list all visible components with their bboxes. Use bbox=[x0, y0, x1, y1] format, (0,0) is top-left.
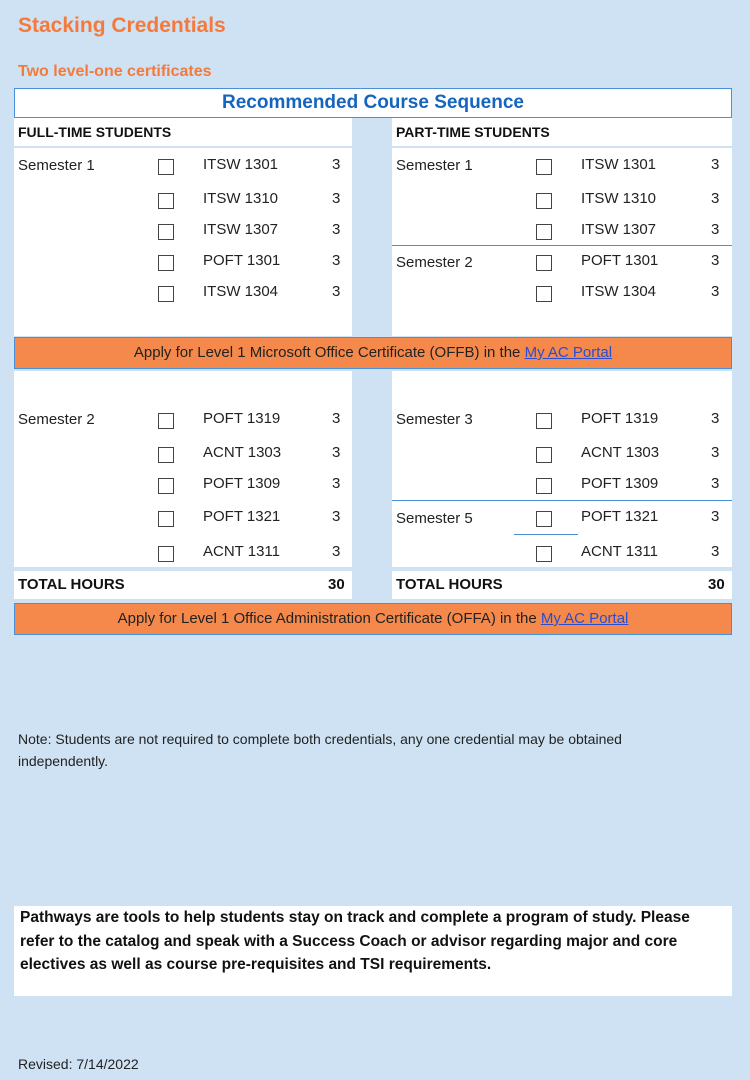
part-time-block-1 bbox=[392, 148, 732, 336]
course-hours: 3 bbox=[711, 543, 720, 560]
course-checkbox[interactable] bbox=[536, 286, 552, 302]
my-ac-portal-link[interactable]: My AC Portal bbox=[524, 344, 613, 361]
course-hours: 3 bbox=[332, 475, 341, 492]
course-hours: 3 bbox=[332, 444, 341, 461]
course-checkbox[interactable] bbox=[536, 193, 552, 209]
course-row bbox=[158, 444, 348, 466]
course-row bbox=[158, 283, 348, 305]
course-hours: 3 bbox=[332, 543, 341, 560]
course-hours: 3 bbox=[332, 190, 341, 207]
full-time-block-1 bbox=[14, 148, 352, 336]
course-hours: 3 bbox=[711, 190, 720, 207]
course-row bbox=[158, 221, 348, 243]
course-checkbox[interactable] bbox=[536, 159, 552, 175]
course-code: ITSW 1307 bbox=[581, 221, 657, 238]
course-code: ACNT 1303 bbox=[581, 444, 660, 461]
course-row bbox=[536, 444, 730, 466]
course-hours: 3 bbox=[332, 252, 341, 269]
course-row bbox=[158, 190, 348, 212]
course-checkbox[interactable] bbox=[158, 255, 174, 271]
part-time-block-2 bbox=[392, 371, 732, 567]
semester-label: Semester 2 bbox=[18, 411, 95, 428]
course-row bbox=[536, 543, 730, 565]
course-code: POFT 1321 bbox=[203, 508, 281, 525]
course-checkbox[interactable] bbox=[158, 447, 174, 463]
certificate-banner-offb bbox=[14, 337, 732, 369]
course-code: ACNT 1303 bbox=[203, 444, 282, 461]
total-hours-label: TOTAL HOURS bbox=[396, 576, 503, 593]
semester-label: Semester 1 bbox=[396, 157, 473, 174]
part-time-label: PART-TIME STUDENTS bbox=[396, 124, 550, 140]
course-code: ACNT 1311 bbox=[581, 543, 658, 560]
pathways-notice: Pathways are tools to help students stay on track and complete a program of study. Please refer to the catalog and speak with a Success Coach or advisor regarding major and core electives as well as course pre-requisites and TSI requirements. bbox=[14, 906, 732, 996]
course-code: POFT 1301 bbox=[581, 252, 659, 269]
course-row bbox=[536, 508, 730, 530]
certificate-banner-offa bbox=[14, 603, 732, 635]
banner-text: Apply for Level 1 Office Administration Certificate (OFFA) in the bbox=[117, 610, 541, 627]
course-checkbox[interactable] bbox=[536, 546, 552, 562]
course-hours: 3 bbox=[332, 156, 341, 173]
course-row bbox=[536, 252, 730, 274]
page-title: Stacking Credentials bbox=[18, 14, 226, 37]
course-code: ITSW 1307 bbox=[203, 221, 279, 238]
course-code: ACNT 1311 bbox=[203, 543, 280, 560]
course-row bbox=[158, 475, 348, 497]
semester-label: Semester 2 bbox=[396, 254, 473, 271]
credentials-note: Note: Students are not required to complete both credentials, any one credential may be obtained independently. bbox=[18, 731, 622, 769]
semester-label: Semester 3 bbox=[396, 411, 473, 428]
course-code: POFT 1321 bbox=[581, 508, 659, 525]
course-row bbox=[536, 475, 730, 497]
course-hours: 3 bbox=[711, 283, 720, 300]
full-time-label: FULL-TIME STUDENTS bbox=[18, 124, 172, 140]
part-time-total-row bbox=[392, 571, 732, 599]
course-hours: 3 bbox=[332, 508, 341, 525]
course-checkbox[interactable] bbox=[536, 413, 552, 429]
course-row bbox=[536, 410, 730, 432]
page-subtitle: Two level-one certificates bbox=[18, 63, 212, 80]
semester-divider bbox=[392, 500, 732, 501]
semester-label: Semester 5 bbox=[396, 510, 473, 527]
course-code: ITSW 1304 bbox=[581, 283, 657, 300]
total-hours-label: TOTAL HOURS bbox=[18, 576, 125, 593]
course-row bbox=[536, 283, 730, 305]
course-row bbox=[536, 221, 730, 243]
course-code: ITSW 1301 bbox=[581, 156, 657, 173]
course-checkbox[interactable] bbox=[158, 413, 174, 429]
sequence-heading: Recommended Course Sequence bbox=[14, 88, 732, 118]
total-hours-value: 30 bbox=[708, 576, 725, 593]
course-row bbox=[158, 543, 348, 565]
my-ac-portal-link[interactable]: My AC Portal bbox=[540, 610, 629, 627]
semester-divider bbox=[392, 245, 732, 246]
course-hours: 3 bbox=[711, 252, 720, 269]
course-checkbox[interactable] bbox=[158, 286, 174, 302]
course-checkbox[interactable] bbox=[536, 511, 552, 527]
course-code: POFT 1319 bbox=[581, 410, 659, 427]
course-checkbox[interactable] bbox=[536, 447, 552, 463]
course-hours: 3 bbox=[711, 410, 720, 427]
course-checkbox[interactable] bbox=[158, 546, 174, 562]
course-hours: 3 bbox=[711, 221, 720, 238]
course-hours: 3 bbox=[711, 508, 720, 525]
full-time-header-panel bbox=[14, 118, 352, 146]
course-hours: 3 bbox=[711, 444, 720, 461]
course-hours: 3 bbox=[711, 475, 720, 492]
course-checkbox[interactable] bbox=[536, 224, 552, 240]
full-time-block-2 bbox=[14, 371, 352, 567]
course-code: POFT 1309 bbox=[581, 475, 659, 492]
course-checkbox[interactable] bbox=[536, 478, 552, 494]
total-hours-value: 30 bbox=[328, 576, 345, 593]
course-code: ITSW 1304 bbox=[203, 283, 279, 300]
course-code: ITSW 1301 bbox=[203, 156, 279, 173]
course-row bbox=[158, 156, 348, 178]
course-checkbox[interactable] bbox=[158, 159, 174, 175]
course-code: ITSW 1310 bbox=[203, 190, 279, 207]
banner-text: Apply for Level 1 Microsoft Office Certificate (OFFB) in the bbox=[133, 344, 525, 361]
course-code: POFT 1301 bbox=[203, 252, 281, 269]
cell-underline bbox=[514, 534, 578, 535]
course-checkbox[interactable] bbox=[158, 478, 174, 494]
course-checkbox[interactable] bbox=[158, 193, 174, 209]
semester-label: Semester 1 bbox=[18, 157, 95, 174]
course-hours: 3 bbox=[332, 221, 341, 238]
course-row bbox=[158, 508, 348, 530]
course-row bbox=[158, 252, 348, 274]
course-row bbox=[158, 410, 348, 432]
full-time-total-row bbox=[14, 571, 352, 599]
course-row bbox=[536, 156, 730, 178]
course-checkbox[interactable] bbox=[536, 255, 552, 271]
course-code: POFT 1319 bbox=[203, 410, 281, 427]
course-hours: 3 bbox=[332, 410, 341, 427]
course-hours: 3 bbox=[332, 283, 341, 300]
part-time-header-panel bbox=[392, 118, 732, 146]
course-hours: 3 bbox=[711, 156, 720, 173]
course-row bbox=[536, 190, 730, 212]
course-checkbox[interactable] bbox=[158, 224, 174, 240]
course-code: ITSW 1310 bbox=[581, 190, 657, 207]
course-checkbox[interactable] bbox=[158, 511, 174, 527]
revised-date: Revised: 7/14/2022 bbox=[18, 1056, 139, 1072]
course-sequence-table bbox=[14, 88, 732, 633]
course-code: POFT 1309 bbox=[203, 475, 281, 492]
